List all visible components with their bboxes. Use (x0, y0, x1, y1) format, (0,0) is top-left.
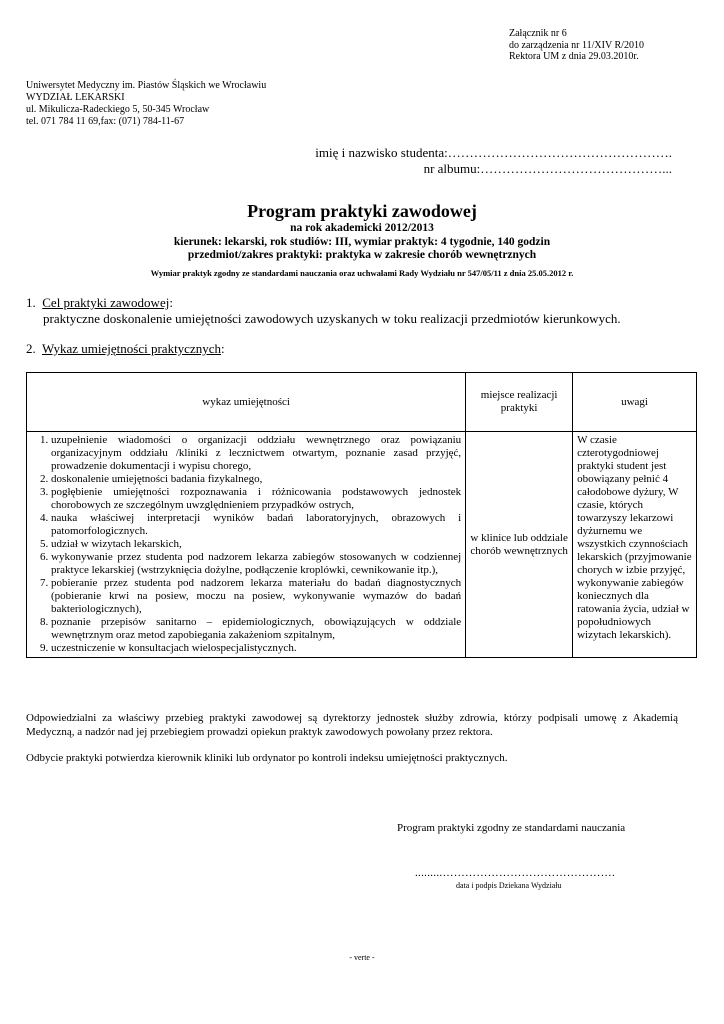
document-title: Program praktyki zawodowej (247, 201, 477, 221)
subject-line: przedmiot/zakres praktyki: praktyka w zakresie chorób wewnętrznych (187, 249, 537, 261)
student-album-field[interactable]: nr albumu:……………………………………... (423, 161, 672, 176)
confirmation-paragraph: Odbycie praktyki potwierdza kierownik kliniki lub ordynator po kontroli indeksu umiejętności praktycznych. (26, 752, 508, 764)
table-row (27, 432, 697, 658)
university-phone: tel. 071 784 11 69,fax: (071) 784-11-67 (26, 116, 185, 127)
notes-cell: W czasie czterotygodniowej praktyki student jest obowiązany pełnić 4 całodobowe dyżury, W czasie, których towarzyszy lekarzowi dyżurnemu we wszystkich czynnościach lekarskich (przyjmowanie chorych w izbie przyjęć, wykonywanie zabiegów koniecznych dla ratowania życia, udział w popołudniowych wizytach lekarskich). (573, 432, 697, 658)
section-2-number: 2. (26, 341, 36, 356)
section-1 (26, 295, 621, 327)
table-header-row (27, 373, 697, 432)
header-location: miejsce realizacji praktyki (466, 373, 573, 432)
annex-line-2: do zarządzenia nr 11/XIV R/2010 (509, 39, 644, 51)
location-cell: w klinice lub oddziale chorób wewnętrznych (466, 432, 573, 658)
list-item: 7. pobieranie przez studenta pod nadzorem lekarza materiału do badań diagnostycznych (pobieranie krwi na posiew, moczu na posiew, wykonywanie wymazów do badań bakteriologicznych), (51, 577, 461, 616)
annex-line-1: Załącznik nr 6 (509, 28, 567, 39)
skills-table (26, 372, 697, 658)
signature-label: data i podpis Dziekana Wydziału (456, 881, 562, 890)
section-1-colon: : (169, 295, 173, 310)
direction-line: kierunek: lekarski, rok studiów: III, wymiar praktyk: 4 tygodnie, 140 godzin (173, 235, 551, 248)
list-item: 8. poznanie przepisów sanitarno – epidemiologicznych, obowiązujących w oddziale wewnętrznym oraz metod zapobiegania zakażeniom szpitalnym, (51, 616, 461, 642)
section-1-text: praktyczne doskonalenie umiejętności zawodowych uzyskanych w toku realizacji przedmiotów kierunkowych. (43, 311, 621, 326)
signature-line[interactable]: .........………………………………………. (415, 867, 615, 879)
academic-year: na rok akademicki 2012/2013 (290, 222, 434, 234)
norms-line: Wymiar praktyk zgodny ze standardami nauczania oraz uchwałami Rady Wydziału nr 547/05/11 z dnia 25.05.2012 r. (150, 268, 574, 278)
list-item: 3. pogłębienie umiejętności rozpoznawania i różnicowania podstawowych jednostek chorobowych ze szczególnym uwzględnieniem przypadków ostrych, (51, 486, 461, 512)
section-2-title: Wykaz umiejętności praktycznych (42, 341, 221, 356)
university-name: Uniwersytet Medyczny im. Piastów Śląskich we Wrocławiu (26, 80, 267, 91)
list-item: 2. doskonalenie umiejętności badania fizykalnego, (51, 473, 461, 486)
section-1-heading (26, 295, 621, 311)
annex-note (509, 28, 644, 63)
student-fields (315, 145, 672, 177)
program-note: Program praktyki zgodny ze standardami nauczania (397, 822, 626, 834)
list-item: 1. uzupełnienie wiadomości o organizacji oddziału wewnętrznego oraz powiązaniu organizacyjnym oddziału /kliniki z lecznictwem otwartym, poznanie zasad przyjęć, prowadzenie dokumentacji i wypisu chorego, (51, 434, 461, 473)
university-address: ul. Mikulicza-Radeckiego 5, 50-345 Wrocław (26, 104, 210, 115)
university-header (26, 80, 266, 128)
annex-line-3: Rektora UM z dnia 29.03.2010r. (509, 51, 639, 62)
section-2-colon: : (221, 341, 225, 356)
responsibility-paragraph: Odpowiedzialni za właściwy przebieg praktyki zawodowej są dyrektorzy jednostek służby zdrowia, którzy podpisali umowę z Akademią Medyczną, a nadzór nad jej przebiegiem prowadzi opiekun praktyk zawodowych powołany przez rektora. (26, 712, 678, 738)
header-notes: uwagi (573, 373, 697, 432)
list-item: 6. wykonywanie przez studenta pod nadzorem lekarza zabiegów stosowanych w codziennej praktyce lekarskiej (wstrzyknięcia dożylne, podłączenie kroplówki, cewnikowanie itp.), (51, 551, 461, 577)
faculty-name: WYDZIAŁ LEKARSKI (26, 92, 125, 103)
list-item: 4. nauka właściwej interpretacji wyników badań laboratoryjnych, obrazowych i patomorfologicznych. (51, 512, 461, 538)
title-block (0, 200, 724, 263)
header-skills: wykaz umiejętności (27, 373, 466, 432)
section-1-title: Cel praktyki zawodowej (42, 295, 170, 310)
section-1-number: 1. (26, 295, 36, 310)
skills-cell (27, 432, 466, 658)
section-2-heading (26, 341, 225, 357)
page-footer: - verte - (349, 953, 375, 962)
list-item: 9. uczestniczenie w konsultacjach wielospecjalistycznych. (51, 642, 461, 655)
skills-list (31, 434, 461, 655)
list-item: 5. udział w wizytach lekarskich, (51, 538, 461, 551)
student-name-field[interactable]: imię i nazwisko studenta:……………………………………………. (315, 145, 672, 160)
